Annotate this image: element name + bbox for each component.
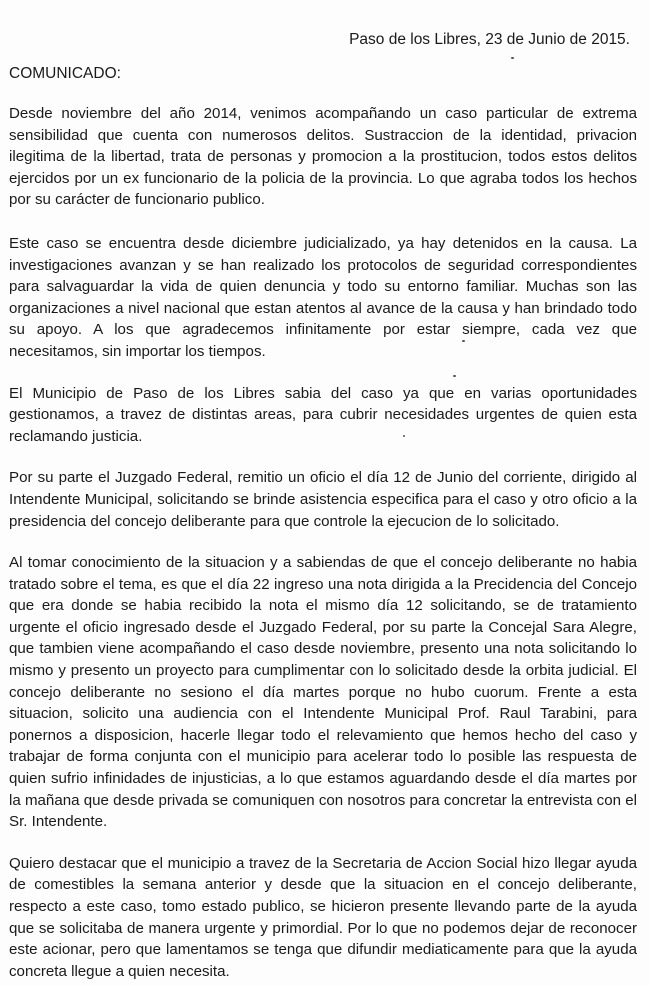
paragraph-5: Al tomar conocimiento de la situacion y a sabiendas de que el concejo deliberante no habia tratado sobre el tema, es que el día 22 ingreso una nota dirigida a la Precidencia del Concejo que era donde se habia recibido la nota el mismo día 12 solicitando, se de tratamiento urgente el oficio ingresado desde el Juzgado Federal, por su parte la Concejal Sara Alegre, que tambien viene acompañando el caso desde noviembre, presento una nota solicitando lo mismo y presento un proyecto para cumplimentar con lo solicitado desde la orbita judicial. El concejo deliberante no sesiono el día martes porque no hubo cuorum. Frente a esta situacion, solicito una audiencia con el Intendente Municipal Prof. Raul Tarabini, para ponernos a disposicion, hacerle llegar todo el relevamiento que hemos hecho del caso y trabajar de forma conjunta con el municipio para acelerar todo lo posible las respuesta de quien sufrio infinidades de injusticias, a lo que estamos aguardando desde el día martes por la mañana que desde privada se comuniquen con nosotros para concretar la entrevista con el Sr. Intendente. [9,554,637,831]
paragraph-2: Este caso se encuentra desde diciembre judicializado, ya hay detenidos en la causa. La investigaciones avanzan y se han realizado los protocolos de seguridad correspondientes para salvaguardar la vida de quien denuncia y todo su entorno familiar. Muchas son las organizaciones a nivel nacional que estan atentos al avance de la causa y han brindado todo su apoyo. A los que agradecemos infinitamente por estar siempre, cada vez que necesitamos, sin importar los tiempos. [9,234,637,360]
date-line: Paso de los Libres, 23 de Junio de 2015. [349,31,630,48]
scan-speck [462,340,465,342]
document-body [9,103,637,1002]
paragraph-4: Por su parte el Juzgado Federal, remitio un oficio el día 12 de Junio del corriente, dirigido al Intendente Municipal, solicitando se brinde asistencia especifica para el caso y otro oficio a la presidencia del concejo deliberante para que controle la ejecucion de lo solicitado. [9,469,637,530]
paragraph-1: Desde noviembre del año 2014, venimos acompañando un caso particular de extrema sensibilidad que cuenta con numerosos delitos. Sustraccion de la identidad, privacion ilegitima de la libertad, trata de personas y promocion a la prostitucion, todos estos delitos ejercidos por un ex funcionario de la policia de la provincia. Lo que agraba todos los hechos por su carácter de funcionario publico. [9,105,637,209]
scan-speck [403,435,405,437]
scan-speck [511,57,514,59]
paragraph-3: El Municipio de Paso de los Libres sabia del caso ya que en varias oportunidades gestionamos, a travez de distintas areas, para cubrir necesidades urgentes de quien esta reclamando justicia. [9,384,637,445]
paragraph-6: Quiero destacar que el municipio a travez de la Secretaria de Accion Social hizo llegar ayuda de comestibles la semana anterior y desde que la situacion en el concejo deliberante, respecto a este caso, tomo estado publico, se hicieron presente llevando parte de la ayuda que se solicitaba de manera urgente y primordial. Por lo que no podemos dejar de reconocer este acionar, pero que lamentamos se tenga que difundir mediaticamente para que la ayuda concreta llegue a quien necesita. [9,854,637,980]
scan-speck [453,375,456,377]
document-heading: COMUNICADO: [9,65,121,82]
